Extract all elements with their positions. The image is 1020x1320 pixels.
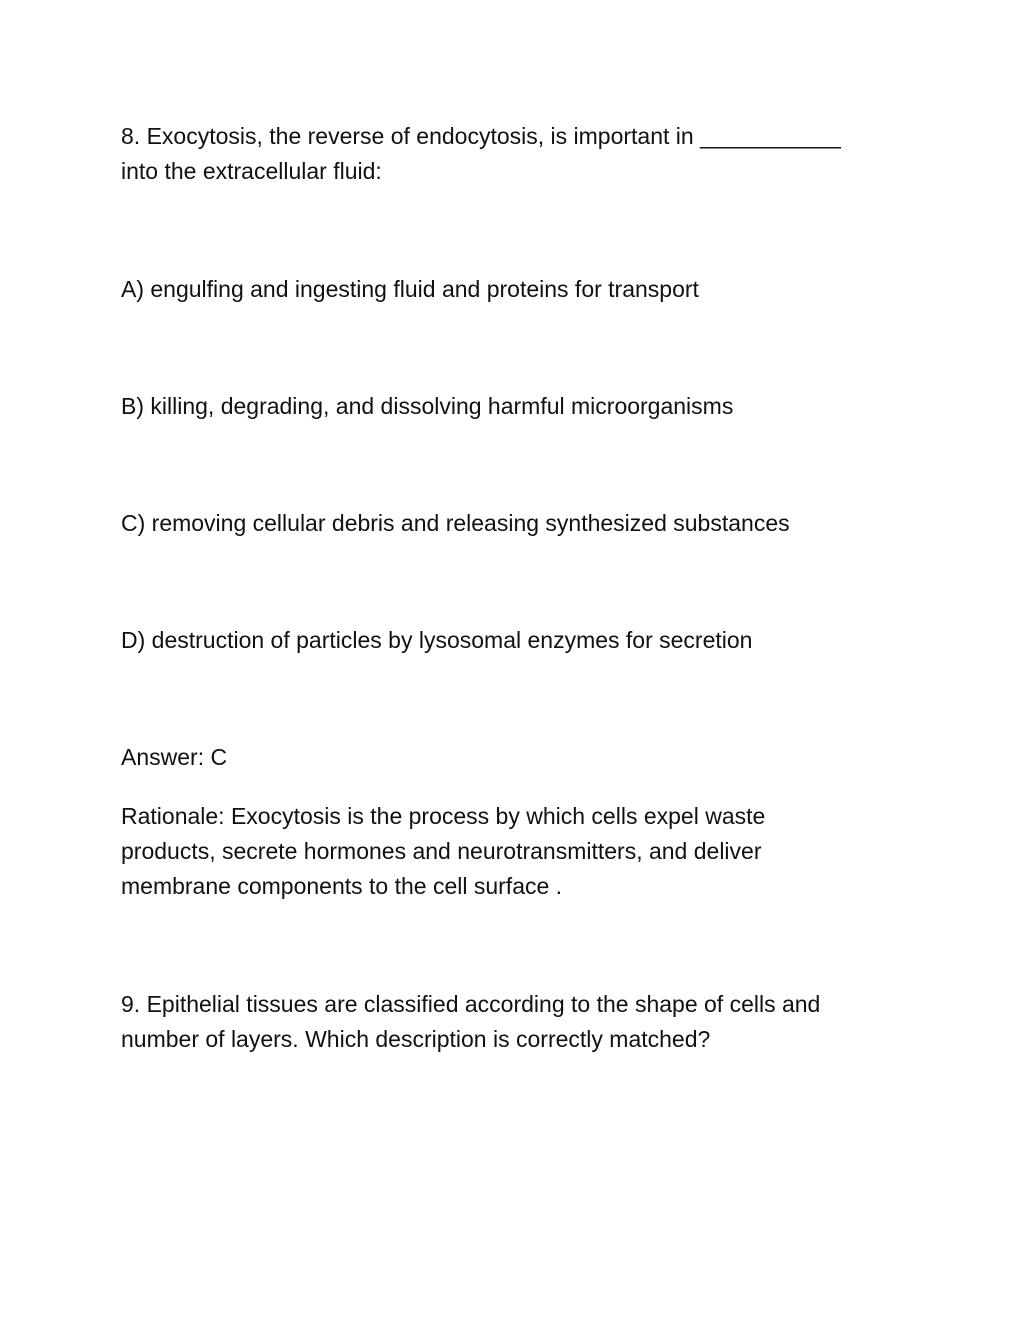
option-d: D) destruction of particles by lysosomal enzymes for secretion bbox=[121, 627, 753, 653]
option-c: C) removing cellular debris and releasing synthesized substances bbox=[121, 510, 790, 536]
rationale-line-3: membrane components to the cell surface . bbox=[121, 873, 563, 899]
question-8-text-line-1: 8. Exocytosis, the reverse of endocytosis, is important in ___________ bbox=[121, 123, 841, 149]
rationale-line-2: products, secrete hormones and neurotransmitters, and deliver bbox=[121, 838, 762, 864]
option-a: A) engulfing and ingesting fluid and proteins for transport bbox=[121, 276, 699, 302]
question-9-text-line-2: number of layers. Which description is correctly matched? bbox=[121, 1026, 711, 1052]
option-b: B) killing, degrading, and dissolving harmful microorganisms bbox=[121, 393, 734, 419]
question-9-text-line-1: 9. Epithelial tissues are classified according to the shape of cells and bbox=[121, 991, 821, 1017]
answer-text: Answer: C bbox=[121, 744, 228, 770]
rationale-line-1: Rationale: Exocytosis is the process by which cells expel waste bbox=[121, 803, 766, 829]
question-8-text-line-2: into the extracellular fluid: bbox=[121, 158, 382, 184]
